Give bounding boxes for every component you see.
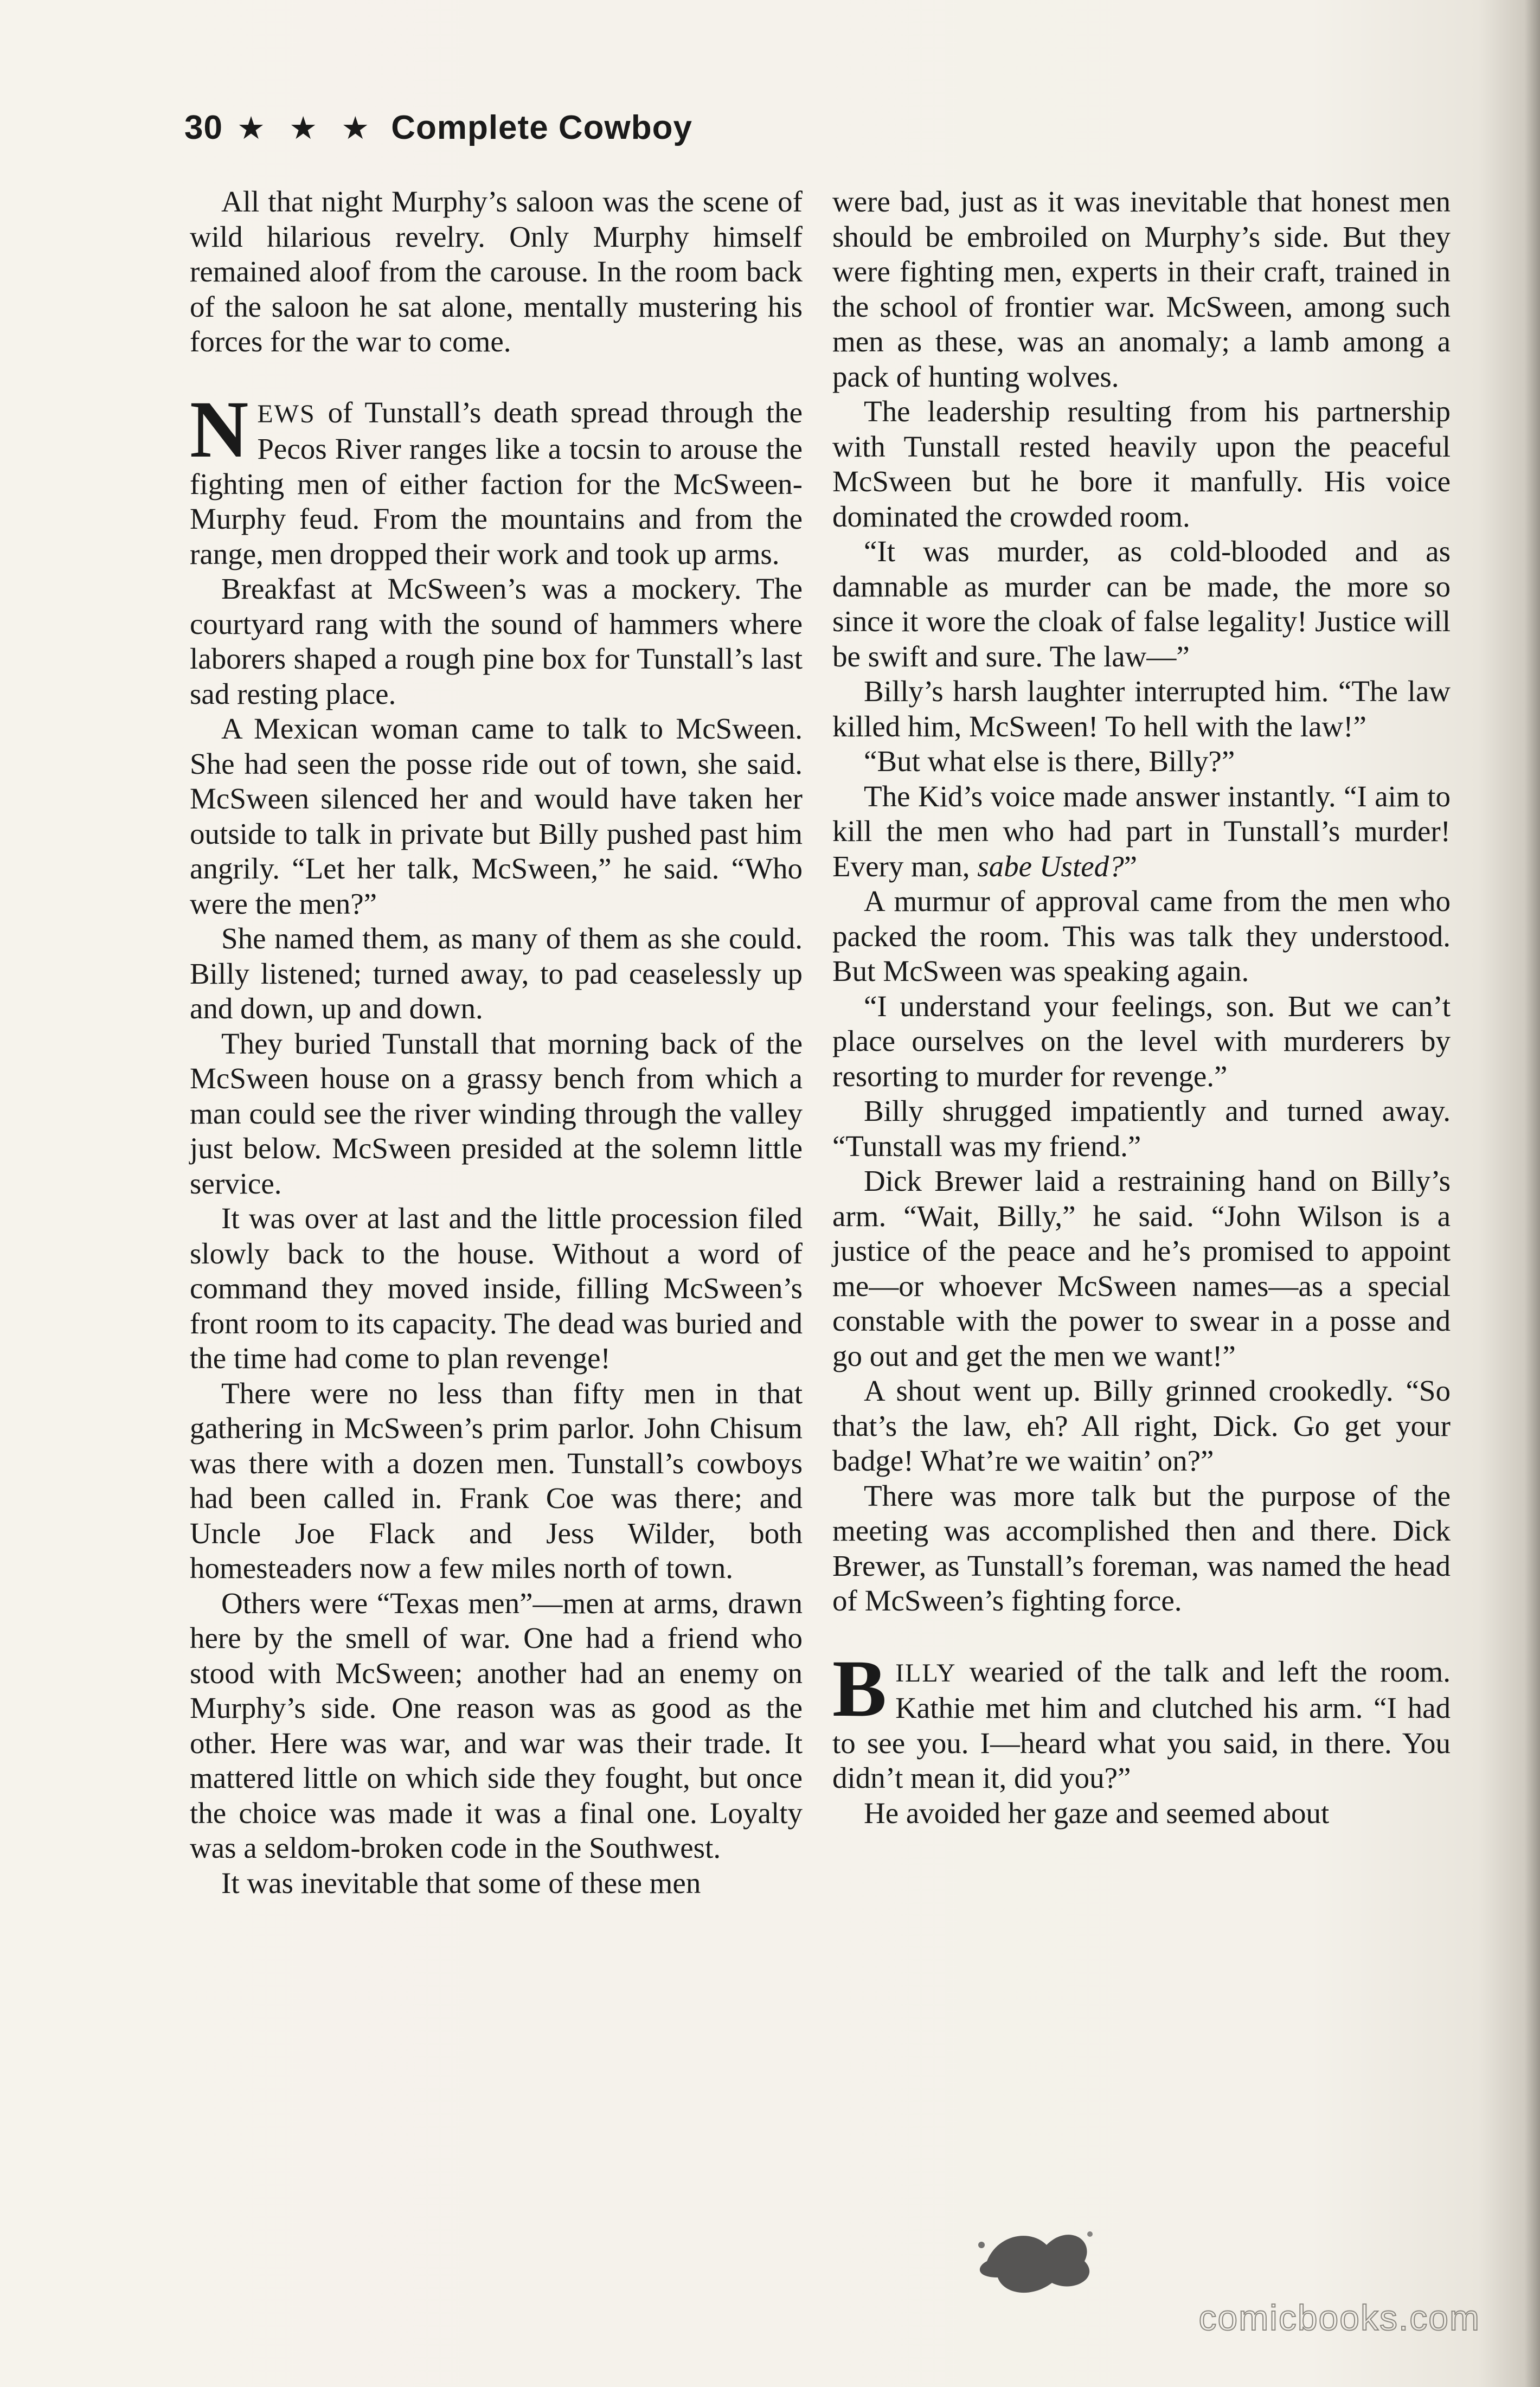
paragraph: A Mexican woman came to talk to McSween. She had seen the posse ride out of town, she said. McSween silenced her and would have taken her outside to talk in private but Billy pushed past him angrily. “Let her talk, McSween,” he said. “Who were the men?” (190, 712, 803, 920)
paragraph: were bad, just as it was inevitable that honest men should be embroiled on Murphy’s side. But they were fighting men, experts in their craft, trained in the school of frontier war. McSween, among such men as these, was an anomaly; a lamb among a pack of hunting wolves. (832, 185, 1451, 393)
paragraph: “I understand your feelings, son. But we can’t place ourselves on the level with murderers by resorting to murder for revenge.” (832, 989, 1451, 1093)
section-start-paragraph (832, 1643, 1451, 1796)
paragraph: “It was murder, as cold-blooded and as damnable as murder can be made, the more so since it wore the cloak of false legality! Justice will be swift and sure. The law—” (832, 535, 1451, 673)
paragraph (832, 779, 1451, 884)
watermark-logo: comicbooks.com (1198, 2298, 1480, 2338)
paragraph: They buried Tunstall that morning back of the McSween house on a grassy bench from which a man could see the river winding through the valley just below. McSween presided at the solemn little service. (190, 1026, 803, 1200)
drop-cap: N (190, 384, 249, 474)
paragraph: She named them, as many of them as she could. Billy listened; turned away, to pad ceaselessly up and down, up and down. (190, 922, 803, 1025)
small-caps-lead: ILLY (895, 1658, 957, 1687)
paragraph: It was over at last and the little procession filed slowly back to the house. Without a word of command they moved inside, filling McSween’s front room to its capacity. The dead was buried and the time had come to plan revenge! (190, 1202, 803, 1375)
paragraph: A murmur of approval came from the men who packed the room. This was talk they understood. But McSween was speaking again. (832, 884, 1451, 987)
paragraph: All that night Murphy’s saloon was the scene of wild hilarious revelry. Only Murphy himself remained aloof from the carouse. In the room back of the saloon he sat alone, mentally mustering his forces for the war to come. (190, 185, 803, 358)
paragraph-text-end: ” (1124, 849, 1138, 883)
paragraph: Billy’s harsh laughter interrupted him. “The law killed him, McSween! To hell with the law!” (832, 675, 1451, 743)
magazine-title: Complete Cowboy (391, 109, 692, 146)
left-column (190, 184, 803, 1901)
paragraph: It was inevitable that some of these men (221, 1866, 701, 1900)
drop-cap: B (832, 1643, 887, 1734)
paragraph: “But what else is there, Billy?” (864, 745, 1235, 778)
paragraph: There were no less than fifty men in that gathering in McSween’s prim parlor. John Chisum was there with a dozen men. Tunstall’s cowboys had been called in. Frank Coe was there; and Uncle Joe Flack and Jess Wilder, both homesteaders now a few miles north of town. (190, 1376, 803, 1584)
paragraph: There was more talk but the purpose of the meeting was accomplished then and there. Dick Brewer, as Tunstall’s foreman, was named the head of McSween’s fighting force. (832, 1479, 1451, 1617)
ink-smudge (965, 2212, 1106, 2299)
paragraph: He avoided her gaze and seemed about (864, 1796, 1330, 1830)
section-start-paragraph (190, 384, 803, 572)
page-header (184, 108, 692, 147)
right-column (832, 184, 1451, 1831)
paragraph: Billy shrugged impatiently and turned away. “Tunstall was my friend.” (832, 1094, 1451, 1163)
paragraph: Dick Brewer laid a restraining hand on Billy’s arm. “Wait, Billy,” he said. “John Wilson is a justice of the peace and he’s promised to appoint me—or whoever McSween names—as a special constable with the power to swear in a posse and go out and get the men we want!” (832, 1164, 1451, 1372)
page-number: 30 (184, 109, 223, 146)
italic-phrase: sabe Usted? (977, 849, 1124, 883)
paragraph: Others were “Texas men”—men at arms, drawn here by the smell of war. One had a friend who stood with McSween; another had an enemy on Murphy’s side. One reason was as good as the other. Here was war, and war was their trade. It mattered little on which side they fought, but once the choice was made it was a final one. Loyalty was a seldom-broken code in the Southwest. (190, 1586, 803, 1864)
paragraph-text: wearied of the talk and left the room. Kathie met him and clutched his arm. “I had to see you. I—heard what you said, in there. You didn’t mean it, did you?” (832, 1654, 1451, 1794)
paragraph: A shout went up. Billy grinned crookedly. “So that’s the law, eh? All right, Dick. Go get your badge! What’re we waitin’ on?” (832, 1374, 1451, 1477)
paragraph: Breakfast at McSween’s was a mockery. The courtyard rang with the sound of hammers where laborers shaped a rough pine box for Tunstall’s last sad resting place. (190, 572, 803, 710)
small-caps-lead: EWS (257, 399, 316, 428)
star-icons: ★ ★ ★ (236, 110, 377, 146)
paragraph-text: The Kid’s voice made answer instantly. “I aim to kill the men who had part in Tunstall’s murder! Every man, (832, 779, 1451, 883)
paragraph: The leadership resulting from his partnership with Tunstall rested heavily upon the peaceful McSween but he bore it manfully. His voice dominated the crowded room. (832, 395, 1451, 533)
paragraph-text: of Tunstall’s death spread through the Pecos River ranges like a tocsin to arouse the fighting men of either faction for the McSween-Murphy feud. From the mountains and from the range, men dropped their work and took up arms. (190, 395, 803, 570)
